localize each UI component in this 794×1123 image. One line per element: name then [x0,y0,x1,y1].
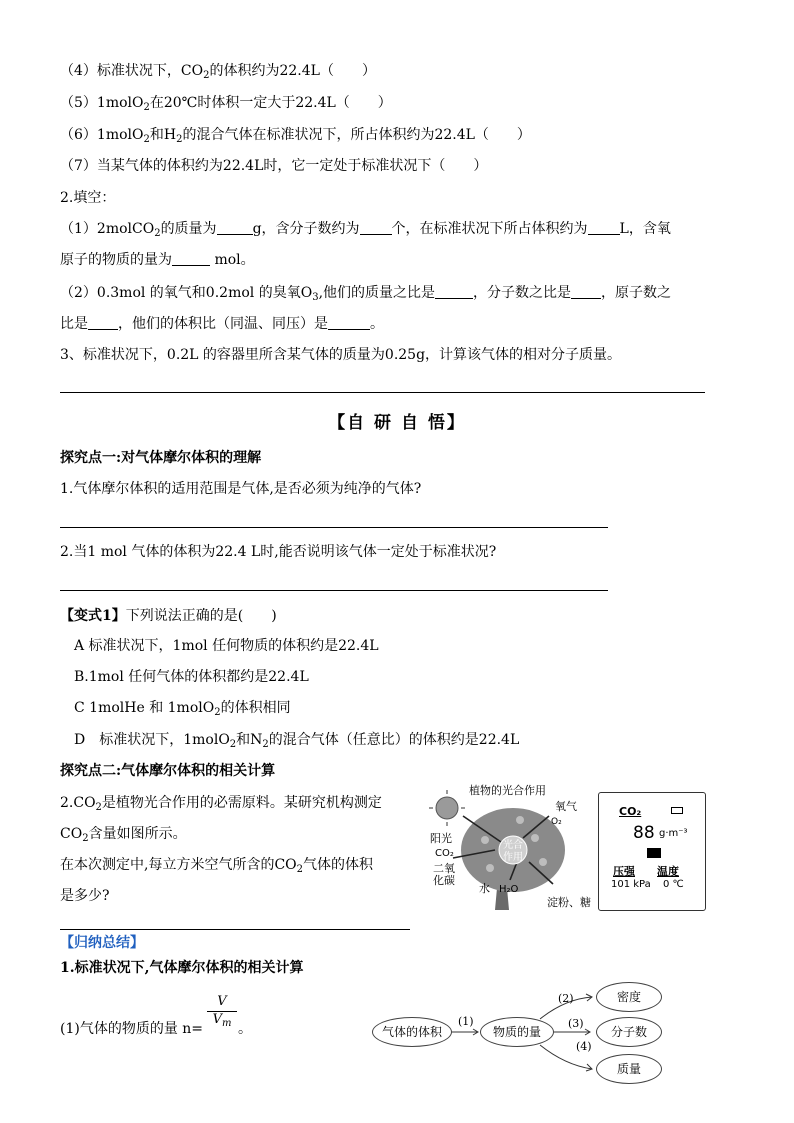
flow-step-2: (2) [558,992,574,1005]
inquiry-2-heading: 探究点二:气体摩尔体积的相关计算 [60,763,276,779]
judge-item-7: （7）当某气体的体积约为22.4L时，它一定处于标准状况下（ ） [60,158,488,174]
flow-node-molecules: 分子数 [596,1017,662,1047]
sun-label: 阳光 [430,832,452,845]
answer-line[interactable] [60,527,608,528]
o2-label: O₂ [551,817,562,827]
answer-blank[interactable] [571,284,601,299]
fill-question-2-cont: 比是 ，他们的体积比（同温、同压）是 。 [60,316,384,332]
center-label: 光合作用 [503,840,523,863]
flow-step-1: (1) [458,1015,474,1028]
option-b: B.1mol 任何气体的体积都约是22.4L [74,669,309,685]
question-3: 3、标准状况下，0.2L 的容器里所含某气体的质量为0.25g，计算该气体的相对分子质量。 [60,347,622,363]
variant-1: 【变式1】下列说法正确的是( ) [60,608,277,624]
inquiry-2-p4: 是多少? [60,888,110,904]
flow-node-amount: 物质的量 [480,1017,554,1047]
sun-icon [436,797,458,819]
answer-blank[interactable] [360,220,392,235]
judge-item-5: （5）1molO$_2$在20℃时体积一定大于22.4L（ ） [60,95,392,113]
answer-line[interactable] [60,590,608,591]
pressure-value: 101 kPa [611,879,651,890]
inquiry-1-q1: 1.气体摩尔体积的适用范围是气体,是否必须为纯净的气体? [60,481,422,497]
judge-item-6: （6）1molO$_2$和$H_2$的混合气体在标准状况下，所占体积约为22.4L（ ） [60,127,531,145]
summary-heading: 1.标准状况下,气体摩尔体积的相关计算 [60,960,304,976]
flow-node-volume: 气体的体积 [372,1017,452,1047]
answer-blank[interactable] [88,315,118,330]
temp-value: 0 ℃ [663,879,684,890]
option-d: D 标准状况下，1molO$_2$和$N_2$的混合气体（任意比）的体积约是22.4L [74,732,520,750]
inquiry-1-q2: 2.当1 mol 气体的体积为22.4 L时,能否说明该气体一定处于标准状况? [60,544,497,560]
judge-item-4: （4）标准状况下，$CO_2$的体积约为22.4L（ ） [60,63,376,81]
fill-heading: 2.填空： [60,190,116,206]
co2-meter [598,792,706,911]
flow-step-4: (4) [576,1040,592,1053]
section-title: 【自 研 自 悟】 [328,413,466,433]
answer-blank[interactable] [435,284,473,299]
flow-node-density: 密度 [596,982,662,1012]
inquiry-2-p1: $2.CO_2$是植物光合作用的必需原料。某研究机构测定 [60,795,382,813]
co2-label: CO₂ [435,848,454,859]
inquiry-2-p2: $CO_2$含量如图所示。 [60,826,187,844]
fill-question-2: （2）0.3mol 的氧气和0.2mol 的臭氧$O_3$,他们的质量之比是 ，分子数之比是 ，原子数之 [60,285,672,303]
meter-value: 88 [633,823,655,843]
formula-fraction: V $V_m$ [207,994,237,1029]
answer-blank[interactable] [172,251,210,266]
h2o-label: H₂O [499,884,519,895]
fill-question-1: （1）2molCO$_2$的质量为 g，含分子数约为 个，在标准状况下所占体积约为 L，含氧 [60,221,671,239]
answer-blank[interactable] [588,220,620,235]
answer-line[interactable] [60,929,410,930]
flow-node-mass: 质量 [596,1054,662,1084]
display-icon [647,848,661,858]
pressure-label: 压强 [613,865,635,878]
answer-blank[interactable] [328,315,370,330]
meter-unit: g·m⁻³ [659,828,688,839]
co2-name-label: 二氧化碳 [433,862,455,887]
starch-label: 淀粉、糖 [547,896,591,909]
fill-question-1-cont: 原子的物质的量为 mol。 [60,252,255,268]
summary-label: 【归纳总结】 [60,935,144,951]
oxygen-label: 氧气 [555,800,577,813]
flow-step-3: (3) [568,1017,584,1030]
formula-end: 。 [238,1021,252,1037]
option-a: A 标准状况下，1mol 任何物质的体积约是22.4L [74,638,379,654]
inquiry-2-p3: 在本次测定中,每立方米空气所含的$CO_2$气体的体积 [60,857,374,875]
figure-title: 植物的光合作用 [469,784,546,797]
meter-co2-label: CO₂ [619,805,642,818]
formula: (1)气体的物质的量 n= [60,1021,204,1037]
answer-blank[interactable] [217,220,253,235]
water-label: 水 [479,882,490,895]
divider [60,392,705,393]
photosynthesis-figure [425,780,595,915]
inquiry-1-heading: 探究点一:对气体摩尔体积的理解 [60,450,262,466]
battery-icon [671,807,683,814]
option-c: C 1molHe 和 1molO$_2$的体积相同 [74,700,291,718]
temp-label: 温度 [657,865,679,878]
